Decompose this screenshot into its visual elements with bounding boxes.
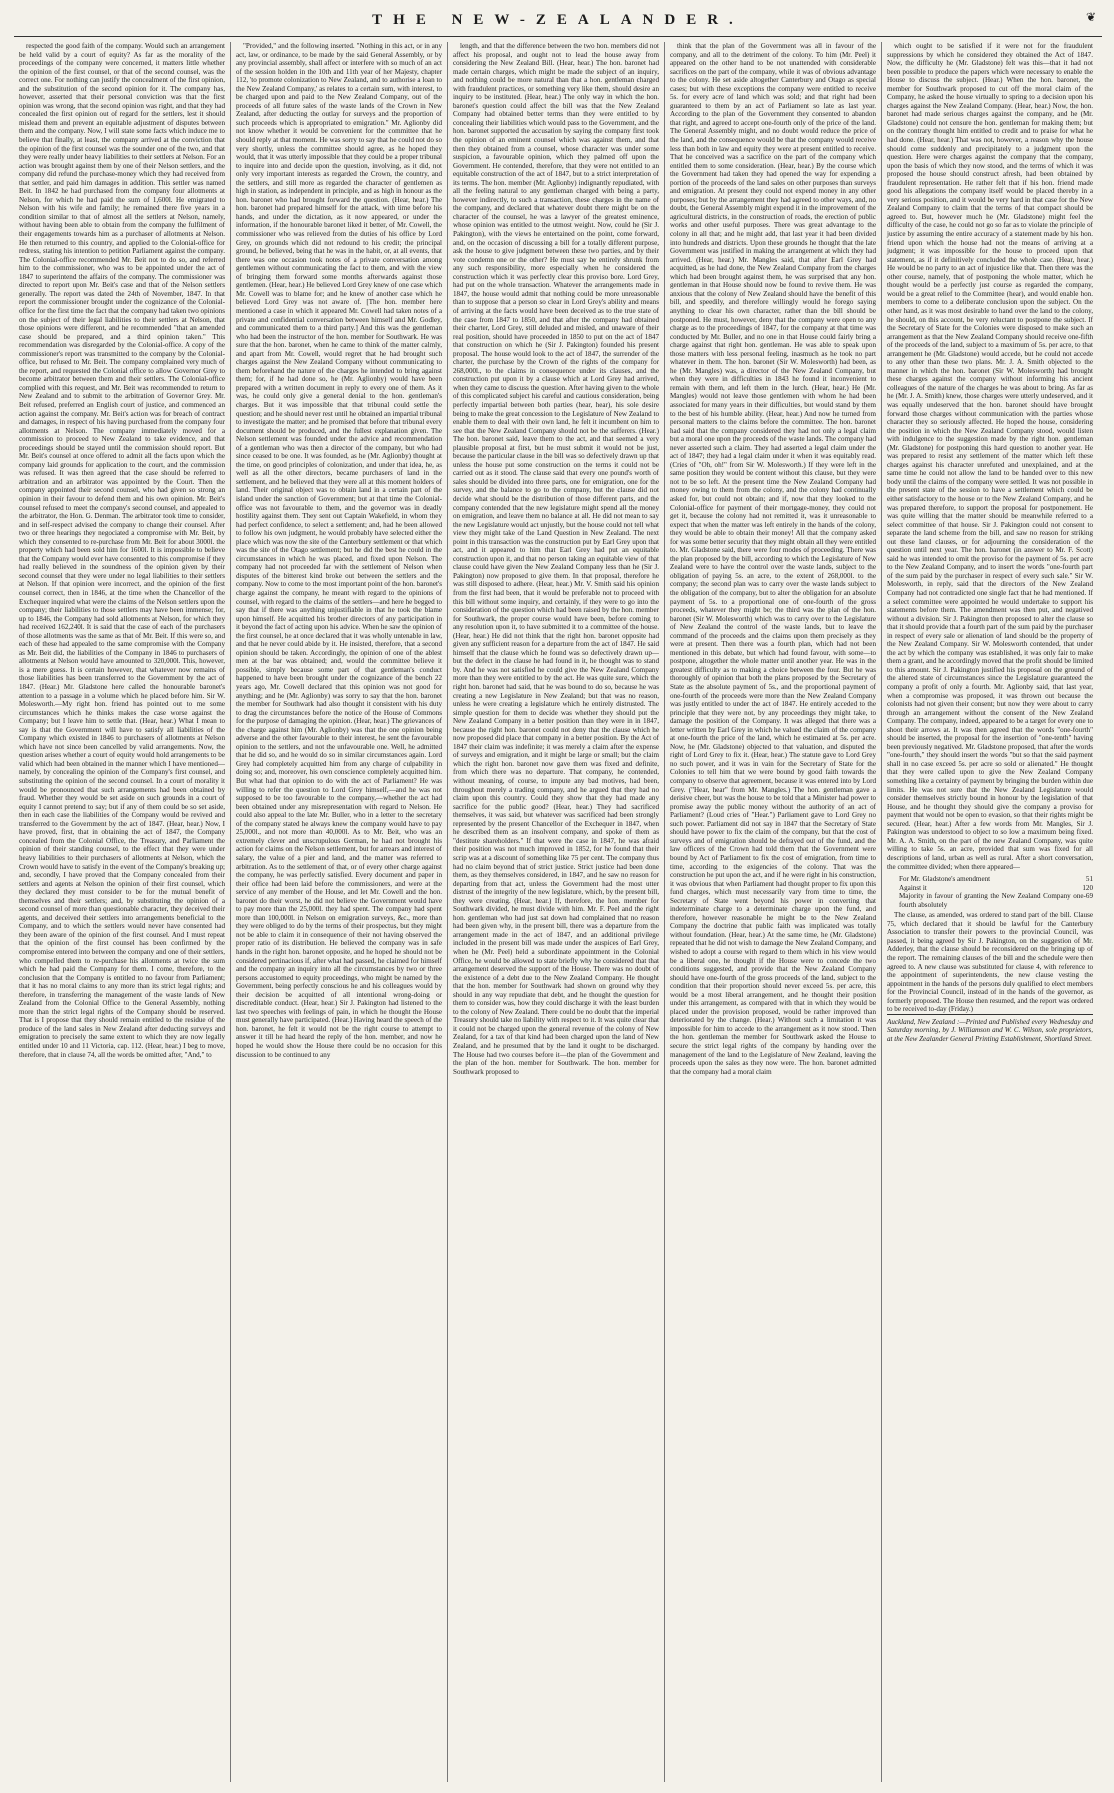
tally-row	[887, 884, 1093, 893]
tally-label: Majority in favour of granting the New Zealand Company one-fourth absolutely	[899, 892, 1086, 909]
column-4-text: think that the plan of the Government was all in favour of the company, and all to the detriment of the colony. To him (Mr. Peel) it appeared on the other hand to be not unattended with considerable sacrifices on the part of the company, while it was of obvious advantage to the colony. He set aside altogether Canterbury and Otago as special cases; but with these exceptions the company were entitled to receive 5s. for every acre of land which was sold; and that right had been guaranteed to them by an act of Parliament so late as last year. According to the plan of the Government they consented to abandon that right, and agreed to accept one-fourth only of the price of the land. The General Assembly might, and no doubt would reduce the price of the land, and the consequence would be that the company would receive less than both in law and equity they were at present entitled to receive. That he conceived was a sacrifice on the part of the company which entitled them to some consideration. (Hear, hear.) By the course which the Government had taken they had opened the way for expending a portion of the proceeds of the land sales on other purposes than surveys and emigration. At present they could not expend money in any other purposes; but by the arrangement they had agreed to other ways, and, no doubt, the General Assembly might expend it in the improvement of the agricultural districts, in the construction of roads, the erection of public works and other useful purposes. There was great advantage to the colony in all that; and he might add, that last year it had been divided into hundreds and districts. Upon these grounds he thought that the late Government was justified in making the arrangement at which they had arrived. (Hear, hear.) Mr. Mangles said, that after Earl Grey had acquitted, as he had done, the New Zealand Company from the charges which had been brought against them, he was surprised that any hon. gentleman in that House should now be found to revive them. He was anxious that the colony of New Zealand should have the benefit of this bill, and speedily, and therefore willingly would he forego saying anything to clear his own character, rather than the bill should be postponed. He must, however, deny that the company were open to any charge as to the proceedings of 1847, for the company at that time was conducted by Mr. Buller, and no one in that House could fairly bring a charge against that right hon. gentleman. He was able to speak upon those matters with less personal feeling, inasmuch as he took no part whatever in them. The hon. baronet (Sir W. Molesworth) had been, as he (Mr. Mangles) was, a director of the New Zealand Company, but when they were in difficulties in 1843 he found it inconvenient to remain with them, and left them in the lurch. (Hear, hear.) He (Mr. Mangles) would not leave those gentlemen with whom he had been associated for many years in their difficulties, but would stand by them to the best of his humble ability. (Hear, hear.) And now he turned from personal matters to the claims before the committee. The hon. baronet had said that the company considered they had not only a legal claim but a moral one upon the proceeds of the waste lands. The company had never asserted such a claim. They had asserted a legal claim under the act of 1847; they had a legal claim under it when it was equitably read. (Cries of "Oh, oh!" from Sir W. Molesworth.) If they were left in the same position they would be content without this clause, but they were not to be so left. At the present time the New Zealand Company had money owing to them from the colony, and the colony had continually asked for, but could not obtain; and if, now that they looked to the Colonial-office for payment of their mortgage-money, they could not get it, because the colony had not remitted it, was it unreasonable to expect that when the matter was left entirely in the hands of the colony, they would be able to obtain their money! All that the company asked for was some better security that they might obtain all they were entitled to. Mr. Gladstone said, there were four modes of proceeding. There was the plan proposed by the bill, according to which the Legislature of New Zealand were to have the control over the waste lands, subject to the obligation of paying 5s. an acre, to the extent of 268,000l. to the company; the second plan was to carry over the waste lands subject to the obligation of the company, but to alter the obligation for an absolute payment of 5s. to a proportional one of one-fourth of the gross proceeds, whatever they might be; the third was the plan of the hon. baronet (Sir W. Molesworth) which was to carry over to the Legislature of New Zealand the control of the waste lands, but to leave the command of the proceeds and the claims upon them precisely as they were at present. Then there was a fourth plan, which had not been mentioned in this debate, but which had found favour, with some—to postpone, altogether the whole matter until another year. He was in the greatest difficulty as to making a choice between the four. But he was thoroughly of opinion that both the plans proposed by the Secretary of State as the absolute payment of 5s., and the proportional payment of one-fourth of the proceeds were more than the New Zealand Company was justly entitled to under the act of 1847. He entirely acceded to the principle that they were not, by any proceedings they might take, to damage the position of the Company. It was alleged that there was a letter written by Earl Grey in which he valued the claim of the company at one-fourth the price of the land, which he estimated at 5s. per acre. Now, he (Mr. Gladstone) objected to that valuation, and disputed the right of Lord Grey to fix it. (Hear, hear.) The statute gave to Lord Grey no such power, and it was in vain for the Secretary of State for the Colonies to tell him that we were bound by good faith towards the company to observe that agreement, because it was entered into by Lord Grey. ("Hear, hear" from Mr. Mangles.) The hon. gentleman gave a derisive cheer, but was the house to be told that a Minister had power to promise away the public money without the authority of an act of Parliament? (Loud cries of "Hear.") Parliament gave to Lord Grey no such power. Parliament did not say in 1847 that the Secretary of State should have power to fix the claim of the company, but that the cost of surveys and of emigration should be defrayed out of the fund, and the law officers of the Crown had told them that the Government were bound by Act of Parliament to fix the cost of emigration, from time to time, according to the exigencies of the colony. That was the construction he put upon the act, and if he were right in his construction, it was obvious that when Parliament had thought proper to fix upon this fund charges, which must necessarily vary from time to time, the Secretary of State went beyond his power in converting that indeterminate charge to a determinate charge upon the fund, and therefore, however reasonable he might be to the New Zealand Company the doctrine that public faith was implicated was totally without foundation. (Hear, hear.) At the same time, he (Mr. Gladstone) repeated that he did not wish to damage the New Zealand Company, and wished to adopt a course with regard to them which in his view would be a liberal one, he thought if the House were to concede the two conditions suggested, and provide that the New Zealand Company should have one-fourth of the gross proceeds of the land, subject to the condition that their proportion should never exceed 5s. per acre, this would be a most liberal arrangement, and he thought their position under this arrangement, as compared with that in which they would be placed under the provision proposed, would be rather improved than deteriorated by the change. (Hear.) Without such a limitation it was impossible for him to accede to the arrangement as it now stood. Then the hon. gentleman the member for Southwark asked the House to secure the strict legal rights of the company by handing over the management of the land to the Legislature of New Zealand, leaving the proceeds upon the sales as they now were. The hon. baronet admitted that the company had a moral claim	[670, 42, 876, 1076]
column-1-text: respected the good faith of the company. Would such an arrangement be held valid by a court of equity? As far as the morality of the proceedings of the company were concerned, it matters little whether the opinion of the first counsel, or that of the second counsel, was the correct one. For nothing can justify the concealment of the first opinion, and the substitution of the second opinion for it. The company has, however, asserted that their personal conviction was that the first opinion was wrong, that the second opinion was right, and that they had concealed the first opinion out of regard for the settlers, lest it should mislead them and prevent an equitable adjustment of disputes between them and the company. Now, I will state some facts which induce me to believe that finally, at least, the company arrived at the conviction that the opinion of the first counsel was the sounder one of the two, and that they were really under heavy liabilities to their settlers at Nelson. For an action was brought against them by one of their Nelson settlers, and the company did refund the purchase-money which they had received from that settler, and paid him damages in addition. This settler was named Beit. In 1842 he had purchased from the company four allotments at Nelson, for which he had paid the sum of 1,600l. He emigrated to Nelson with his wife and family; he remained there five years in a condition similar to that of almost all the settlers at Nelson, namely, without having been able to obtain from the company the fulfilment of their engagements towards him as a purchaser of allotments at Nelson. He then returned to this country, and applied to the Colonial-office for redress, stating his intention to petition Parliament against the company. The Colonial-office recommended Mr. Beit not to do so, and referred him to the commissioner, who was to be appointed under the act of 1847 to superintend the affairs of the company. The commissioner was directed to report upon Mr. Beit's case and that of the Nelson settlers generally. The report was dated the 24th of November, 1847. In that report the commissioner brought under the cognizance of the Colonial-office for the first time the fact that the company had taken two opinions on the subject of their legal liabilities to their settlers at Nelson, that those opinions were different, and he recommended "that an amended case should be prepared, and a third opinion taken." This recommendation was disregarded by the Colonial-office. A copy of the commissioner's report was transmitted to the company by the Colonial-office, but refused to Mr. Beit. The company complained very much of the report, and requested the Colonial office to allow Governor Grey to become arbitrator between them and their settlers. The Colonial-office complied with this request, and Mr. Beit was recommended to return to New Zealand and to submit to the arbitration of Governor Grey. Mr. Beit refused, preferred an English court of justice, and commenced an action against the company. Mr. Beit's action was for breach of contract and damages, in respect of his having purchased from the company four allotments at Nelson. The company immediately moved for a commission to proceed to New Zealand to take evidence, and that proceedings should be stayed until the commission should report. But Mr. Beit's counsel at once offered to admit all the facts upon which the company laid grounds for application to the court, and the commission was refused. It was then agreed that the case should be referred to arbitration and an arbitrator was appointed by the Court. Then the company appointed their second counsel, who had given so strong an opinion in their favour to defend them and his own opinion. Mr. Beit's counsel refused to meet the company's second counsel, and appealed to the arbitrator, the Hon. G. Denman. The arbitrator took time to consider, and in self-respect advised the company to change their counsel. After two or three hearings they negociated a compromise with Mr. Beit, by which they consented to re-purchase from Mr. Beit for about 3000l. the property which had been sold him for 1600l. It is impossible to believe that the Company would ever have consented to this compromise if they had really believed in the soundness of the opinion given by their second counsel that they were under no legal liabilities to their settlers at Nelson. If that opinion were incorrect, and the opinion of the first counsel correct, then in 1846, at the time when the Chancellor of the Exchequer inquired what were the claims of the Nelson settlers upon the company; their liabilities to those settlers may have been immense; for, up to 1846, the Company had sold allotments at Nelson, for which they had received 162,240l. It is said that the case of each of the purchasers of those allotments was the same as that of Mr. Beit. If this were so, and each of these had appealed to the same compromise with the Company as Mr. Beit did, the liabilities of the Company in 1846 to purchasers of allotments at Nelson would have amounted to 320,000l. This, however, is a mere guess. It is certain however, that whatever now remains of those liabilities has been transferred to the Government by the act of 1847. (Hear.) Mr. Gladstone here called the honourable baronet's attention to a passage in a volume which he placed before him. Sir W. Molesworth.—My right hon. friend has pointed out to me some circumstances which he thinks makes the case worse against the Company; but I leave him to settle that. (Hear, hear.) What I mean to say is that the Government will have to satisfy all liabilities of the Company which existed in 1846 to purchasers of allotments at Nelson which have not since been cancelled by valid arrangements. Now, the question arises whether a court of equity would hold arrangements to be valid which had been obtained in the manner which I have mentioned—namely, by concealing the opinion of the Company's first counsel, and substituting the opinion of the second counsel. In a court of morality it would be pronounced that such arrangements had been obtained by fraud. Whether they would be set aside on such grounds in a court of equity I cannot pretend to say; but if any of them could be so set aside, then in each case the liabilities of the Company would be revived and transferred to the Government by the act of 1847. (Hear, hear.) Now, I have proved, first, that in obtaining the act of 1847, the Company concealed from the Colonial Office, the Treasury, and Parliament the opinion of their standing counsel, to the effect that they were under heavy liabilities to their purchasers of allotments at Nelson, which the Crown would have to satisfy in the event of the Company's breaking up; and, secondly, I have proved that the Company concealed from their settlers and agents at Nelson the opinion of their first counsel, which they declared they must consider to be for the mutual benefit of themselves and their settlers; and, by substituting the opinion of a second counsel of more than questionable character, they deceived their agents, and deceived their settlers into arrangements beneficial to the Company, and to which the settlers would never have consented had they been aware of the opinion of the first counsel. And I must repeat that the opinion of the first counsel has been confirmed by the compromise entered into between the company and one of their settlers, who compelled them to re-purchase his allotments at twice the sum which he had paid the Company for them. I come, therefore, to the conclusion that the Company is entitled to no favour from Parliament; that it has no moral claims to any more than its strict legal rights; and therefore, in transferring the management of the waste lands of New Zealand from the Colonial Office to the General Assembly, nothing more than the strict legal rights of the Company should be reserved. That is I propose that they should remain entitled to the residue of the produce of the land sales in New Zealand after deducting surveys and emigration to precisely the same extent to which they are now legally entitled under 10 and 11 Victoria, cap. 112. (Hear, hear.) I beg to move, therefore, that in clause 74, all the words be omitted after, "And," to	[19, 42, 225, 1059]
tally-value: 51	[1085, 875, 1093, 884]
column-4	[664, 42, 881, 1782]
printer-imprint: Auckland, New Zealand :—Printed and Published every Wednesday and Saturday morning, by J. Williamson and W. C. Wilson, sole proprietors, at the New Zealander General Printing Establishment, Shortland Street.	[887, 1014, 1093, 1044]
column-1	[14, 42, 230, 1782]
tally-value: 69	[1085, 892, 1093, 901]
tally-row	[887, 892, 1093, 909]
article-columns	[14, 42, 1102, 1782]
closing-text: The clause, as amended, was ordered to stand part of the bill. Clause 75, which declared that it should be lawful for the Canterbury Association to transfer their powers to the provincial Council, was passed, it being agreed by Sir J. Pakington, on the suggestion of Mr. Adderley, that the clause should be reconsidered on the bringing up of the report. The remaining clauses of the bill and the schedule were then agreed to. A new clause was substituted for clause 4, with reference to the appointment of superintendents, the new clause vesting the appointment in the hands of the persons duly qualified to elect members for the Provincial Council, instead of in the hands of the governor, as formerly proposed. The House then resumed, and the report was ordered to be received to-day (Friday.)	[887, 911, 1093, 1014]
newspaper-title: THE NEW-ZEALANDER.	[372, 12, 744, 28]
column-3-text: length, and that the difference between the two hon. members did not affect his proposal, and ought not to lead the house away from considering the New Zealand Bill. (Hear, hear.) The hon. baronet had made certain charges, which might be made the subject of an inquiry, and nothing could be more natural than that a hon. gentleman charged with fraudulent practices, or something very like them, should desire an inquiry to be instituted. (Hear, hear.) The only way in which the hon. baronet's question could affect the bill was that the New Zealand Company had obtained better terms than they were entitled to by concealing their liabilities which would pass to the Government, and the hon. baronet supported the accusation by saying the company first took the opinion of an eminent counsel which was against them, and that then they obtained from a counsel, whose character was under some suspicion, a favourable opinion, which they palmed off upon the Government. He contended, therefore, that they were not entitled to an equitable construction of the act of 1847, but to a strict interpretation of its terms. The hon. member (Mr. Aglionby) indignantly repudiated, with all the feeling natural to any gentleman charged with being a party, however indirectly, to such a transaction, these charges in the name of the company, and declared that whatever doubt there might be on the character of the counsel, he was a lawyer of the greatest eminence, whose opinion was entitled to the utmost weight. Now, could he (Sir J. Pakington), with the views he entertained on the point, come forward, and, on the occasion of discussing a bill for a totally different purpose, ask the house to give judgment between these two parties, and by their vote condemn one or the other? He must say he entirely shrunk from any such responsibility, more especially when he considered the construction which it was perfectly clear this proviso bore. Lord Grey, had put on the whole transaction. Whatever the arrangements made in 1847, the house would admit that nothing could be more unreasonable than to suppose that a person so clear in Lord Grey's ability and means of arriving at the facts would have been deceived as to the true state of the case from 1847 to 1850, and that after the company had obtained their charter, Lord Grey, still deluded and misled, and unaware of their real position, should have proceeded in 1850 to put on the act of 1847 that construction on which he (Sir J. Pakington) founded his present proposal. The house would look to the act of 1847, the surrender of the charter, the purchase by the Crown of the rights of the company for 268,000l., to the claims in consequence under its clauses, and the construction put upon it by a clause which at Lord Grey had arrived, when they came to discuss the question. After having given to the whole of this complicated subject his careful and cautious consideration, being perfectly impartial between both parties (hear, hear), his sole desire being to make the great concession to the Legislature of New Zealand to enable them to deal with their own land, he felt it incumbent on him to see that the New Zealand Company should not be the sufferers. (Hear.) The hon. baronet said, leave them to the act, and that seemed a very plausible proposal at first, but he must submit it would not be just, because the particular clause in the bill was so defectively drawn up that unless the house put some construction on the terms it could not be carried out as it stood. The clause said that every one pound's worth of sales should be divided into three parts, one for emigration, one for the survey, and the balance to go to the company, but the clause did not decide what should be the distribution of those different parts, and the company contended that the new legislature might spend all the money on emigration, and leave them no balance at all. He did not mean to say the new Legislature would act unjustly, but the house could not tell what view they might take of the Land Question in New Zealand. The next point in this transaction was the construction put by Earl Grey upon that act, and it appeared to him that Earl Grey had put an equitable construction upon it, and that no person taking an equitable view of that clause could have given the New Zealand Company less than he (Sir J. Pakington) now proposed to give them. In that proposal, therefore he was still disposed to adhere. (Hear, hear.) Mr. V. Smith said his opinion from the first had been, that it would be preferable not to proceed with this bill without some inquiry, and certainly, if they were to go into the consideration of the question which had been raised by the hon. member for Southwark, the proper course would have been, before coming to any resolution upon it, to have submitted it to a committee of the house. (Hear, hear.) He did not think that the right hon. baronet opposite had given any sufficient reason for a departure from the act of 1847. He said himself that the clause which he found was so defectively drawn up—but the defect in the clause he had found in it, he thought was to stand by. And he was not satisfied he could give the New Zealand Company more than they were entitled to by the act. He was quite sure, which the right hon. baronet had said, that he was bound to do so, because he was creating a new Legislature in New Zealand; but that was no reason, unless he were creating a legislature which he entirely distrusted. The simple question for them to decide was whether they should put the New Zealand Company in a better position than they were in in 1847, because the right hon. baronet could not deny that the clause which he now proposed did place that company in a better position. By the Act of 1847 their claim was indefinite; it was merely a claim after the expense of surveys and emigration, and it might be large or small; but the claim which the right hon. baronet now gave them was fixed and definite, from which there was no departure. That company, he contended, without meaning, of course, to impute any bad motives, had been, throughout merely a trading company, and he argued that they had no claim upon this country. Could they show that they had made any sacrifice for the public good? (Hear, hear.) They had sacrificed themselves, it was said, but whatever was sacrificed had been strongly represented by the present Chancellor of the Exchequer in 1847, when he described them as an insolvent company, and spoke of them as "destitute shareholders." If that were the case in 1847, he was afraid their position was not much improved in 1852, for he found that their scrip was at a discount of something like 75 per cent. The company thus had no claim beyond that of strict justice. Strict justice had been done them, as they themselves considered, in 1847, and he saw no reason for departing from that act, unless the Government had the most utter distrust of the integrity of the new legislature, which, by the present bill, they were creating. (Hear, hear.) If, therefore, the hon. member for Southwark divided, he must divide with him. Mr. F. Peel and the right hon. gentleman who had just sat down had complained that no reason had been given why, in the present bill, there was a departure from the arrangement made in the act of 1847, and an additional privilege included in the present bill was made under the auspices of Earl Grey, when he (Mr. Peel) held a subordinate appointment in the Colonial Office, he would be allowed to state briefly why he considered that that arrangement deserved the support of the House. There was no doubt of the existence of a debt due to the New Zealand Company. He thought that the hon. member for Southwark had shown on ground why they should in any way repudiate that debt, and he thought the question for them to consider was, how they could discharge it with the least burden to the colony of New Zealand. There could be no doubt that the imperial Treasury should take no liability with respect to it. It was quite clear that it could not be charged upon the general revenue of the colony of New Zealand, for a tax of that kind had been charged upon the land of New Zealand, and he presumed that by the land it ought to be discharged. The House had two courses before it—the plan of the Government and the plan of the hon. member for Southwark. The hon. member for Southwark proposed to	[453, 42, 659, 1076]
tally-label: For Mr. Gladstone's amendment	[899, 875, 991, 884]
masthead	[14, 8, 1102, 37]
column-5-text: which ought to be satisfied if it were not for the fraudulent suppressions by which he considered they obtained the Act of 1847. Now, the difficulty he (Mr. Gladstone) felt was this—that it had not been possible to produce the papers which were necessary to enable the House to discuss the subject. (Hear.) When the hon. baronet, the member for Southwark proposed to cut off the moral claim of the Company, he asked the house virtually to spring to a decision upon his charges against the New Zealand Company. (Hear, hear.) Now, the hon. baronet had made serious charges against the company, and he (Mr. Gladstone) could not censure the hon. gentleman for making them; but on the contrary thought him entitled to credit and to praise for what he had done. (Hear, hear.) That was not, however, a reason why the house should come suddenly and precipitately to a judgment upon the question. Here were charges against the company that the company, upon the basis of which they now stood, and the terms of which it was proposed the house should construct afresh, had been obtained by fraudulent representation. He rather felt that if his hon. friend made good his allegations the company itself would be placed thereby in a very serious position, and it would be very hard in that case for the New Zealand Company to claim that the terms of that compact should be agreed to. But, however much he (Mr. Gladstone) might feel the difficulty of the case, he could not go so far as to violate the principle of justice by assuming the entire accuracy of a statement made by his hon. friend upon which the house had not the means of arriving at a judgment; it was impossible for the house to proceed upon that statement, as if it definitively concluded the whole case. (Hear, hear.) He would be no party to an act of injustice like that. Then there was the other course, namely, that of postponing the whole matter, which he thought would be a perfectly just course as regarded the company, would be a great relief to the Committee (hear), and would enable hon. members to come to a deliberate conclusion upon the subject. On the other hand, as it was most desirable to hand over the land to the colony, he should, on this account, be very reluctant to postpone the subject. If the Secretary of State for the Colonies were disposed to make such an arrangement as that the New Zealand Company should receive one-fifth of the proceeds of the land, subject to a maximum of 5s. per acre, to that arrangement he (Mr. Gladstone) would accede, but he could not accede to any other than these two plans. Mr. J. A. Smith objected to the manner in which the hon. baronet (Sir W. Molesworth) had brought these charges against the company without informing his ancient colleagues of the nature of the charges he was about to bring. As far as he (Mr. J. A. Smith) knew, those charges were utterly undeserved, and it was equally undeserved that the hon. baronet should have brought forward those charges without communication with the parties whose character they so seriously affected. He hoped the house, considering the position in which the New Zealand Company stood, would listen with indulgence to the suggestion made by the right hon. gentleman (Mr. Gladstone) for postponing this hard question to another year. He was prepared to resist any settlement of the matter which left these charges against his character unrefuted and unexplained, and at the same time he could not allow the land to be handed over to this new body until the claims of the company were settled. It was not possible in the present state of the session to have a settlement which could be either satisfactory to the house or to the New Zealand Company, and he was prepared therefore, to support the proposal for postponement. He was quite willing that the matter should be meanwhile referred to a select committee of that house. Sir J. Pakington could not consent to separate the land scheme from the bill, and saw no reason for striking out these land clauses, or for adjourning the consideration of the question until next year. The hon. baronet (in answer to Mr. F. Scott) said he was intended to omit the proviso for the payment of 5s. per acre to the New Zealand Company, and to insert the words "one-fourth part of the sum paid by the purchaser in respect of every such sale." Sir W. Molesworth, in reply, said that the directors of the New Zealand Company had not contradicted one single fact that he had mentioned. If a select committee were appointed he would undertake to support his statements before them. The amendment was then put, and negatived without a division. Sir J. Pakington then proposed to alter the clause so that it should provide that a fourth part of the sum paid by the purchaser in respect of every sale or alienation of land should be the property of the New Zealand Company. Sir W. Molesworth contended, that under the act by which the company was established, it was only fair to make them a grant, and he accordingly moved that the profit should be limited to this amount. Sir J. Pakington justified his proposal on the ground of the altered state of circumstances since the Legislature guaranteed the company a profit of only a fourth. Mr. Aglionby said, that last year, when a compromise was proposed, it was thrown out because the colonists had not given their consent; but now they were about to carry through an arrangement without the consent of the New Zealand Company. The company, indeed, appeared to be a target for every one to shoot their arrows at. It was then agreed that the words "one-fourth" should be inserted, the proposal for the insertion of "one-tenth" having been previously negatived. Mr. Gladstone proposed, that after the words "one-fourth," they should insert the words "but so that the said payment shall in no case exceed 5s. per acre so sold or alienated." He thought that they were called upon to give the New Zealand Company something like a certainty of payment by bringing the burden within due limits. He was not sure that the New Zealand Legislature would consider themselves strictly bound in honour by the legislation of that House, and he thought they should give the company a proviso for payment that would not be open to evasion, so that their rights might be secured. (Hear, hear.) After a few words from Mr. Mangles, Sir J. Pakington was understood to object to so low a maximum being fixed. Mr. A. A. Smith, on the part of the new Zealand Company, was quite willing to take 5s. an acre, provided that sum was fixed for all descriptions of land, urban as well as rural. After a short conversation, the committee divided; when there appeared—	[887, 42, 1093, 871]
tally-row	[887, 875, 1093, 884]
tally-value: 120	[1082, 883, 1093, 892]
division-tally	[887, 875, 1093, 909]
column-2	[230, 42, 447, 1782]
column-5	[881, 42, 1098, 1782]
column-2-text: "Provided," and the following inserted. "Nothing in this act, or in any act, law, or ordinance, to be made by the said General Assembly, or by any provincial assembly, shall affect or interfere with so much of an act of the session holden in the 10th and 11th year of her Majesty, chapter 112, 'to promote colonization to New Zealand, and to authorise a loan to the New Zealand Company,' as relates to a certain sum, with interest, to be charged upon and paid to the New Zealand Company, out of the proceeds of all future sales of the waste lands of the Crown in New Zealand, after deducting the outlay for surveys and the proportion of such proceeds which is appropriated to emigration." Mr. Aglionby did not know whether it would be convenient for the committee that he should reply at that moment. He was sorry to say that he could not do so very shortly, unless the committee should agree, as he hoped they would, that it was utterly impossible that they could be a proper tribunal to inquire into and decide upon the question, involving, as it did, not only very important interests as regarded the Crown, the country, and the settlers, and still more as regarded the character of gentlemen as high in station, as independent in principle, and as high in honour as the hon. baronet who had brought forward the question. (Hear, hear.) The hon. baronet had prepared himself for the attack, with time before his hands, and under the dictation, as it now appeared, or under the information, if the honourable baronet liked it better, of Mr. Cowell, the commissioner who was relieved from the duties of his office by Lord Grey, on grounds which did not redound to his credit; the principal ground, he believed, being that he was in the habit, or, at all events, that there was one occasion took notes of a private conversation among gentlemen without communicating the fact to them, and with the view of bringing them forward some months afterwards against those gentlemen. (Hear, hear.) He believed Lord Grey knew of one case which Mr. Cowell was to blame for; and he knew of another case which he believed Lord Grey was not aware of. [The hon. member here mentioned a case in which it appeared Mr. Cowell had taken notes of a private and confidential conversation between himself and Mr. Godley, and communicated them to a third party.] And this was the gentleman who had been the instructor of the hon. member for Southwark. He was sure that the hon. baronet, when he came to think of the matter calmly, and apart from Mr. Cowell, would regret that he had brought such charges against the New Zealand Company without communicating to them beforehand the nature of the charges he intended to bring against them; for, if he had done so, he (Mr. Aglionby) would have been prepared with a written document in reply to every one of them. As it was, he could only give a general denial to the hon. gentleman's charges. But it was impossible that that tribunal could settle the question; and he should never rest until he obtained an impartial tribunal to investigate the matter; and he promised that before that tribunal every document should be produced, and the fullest explanation given. The Nelson settlement was founded under the advice and recommendation of a gentleman who was then a director of the company, but who had since ceased to be one. It was founded, as he (Mr. Aglionby) thought at the time, on good principles of colonization, and under that idea, he, as well as all the other directors, became purchasers of land in the settlement, and he believed that they were all at this moment holders of land. Their original object was to obtain land in a certain part of the island under the sanction of Government; but at that time the Colonial-office was not favourable to them, and the governor was in deadly hostility against them. They sent out Captain Wakefield, in whom they had perfect confidence, to select a settlement; and, had he been allowed to follow his own judgment, he would probably have selected either the place which was now the site of the Canterbury settlement or that which was the site of the Otago settlement; but he did the best he could in the circumstances in which he was placed, and fixed upon Nelson. The company had not proceeded far with the settlement of Nelson when disputes of the bitterest kind broke out between the settlers and the company. Now to come to the most important point of the hon. baronet's charge against the company, he meant with regard to the opinions of counsel, with regard to the claims of the settlers—and here he begged to say that if there was anything unjustifiable in that he took the blame upon himself. He acquitted his brother directors of any participation in it beyond the fact of acting upon his advice. When he saw the opinion of the first counsel, he at once declared that it was wholly untenable in law, and that he never could abide by it. He insisted, therefore, that a second opinion should be taken. Accordingly, the opinion of one of the ablest men at the bar was obtained; and, would the committee believe it possible, simply because some part of that gentleman's conduct happened to have been brought under the cognizance of the bench 22 years ago, Mr. Cowell declared that this opinion was not good for anything; and he (Mr. Aglionby) was sorry to say that the hon. baronet the member for Southwark had also thought it consistent with his duty to drag the circumstances before the notice of the House of Commons for the purpose of damaging the opinion. (Hear, hear.) The grievances of the charge against him (Mr. Aglionby) was that the one opinion being adverse and the other favourable to their interest, he sent the favourable opinion to the settlers, and not the unfavourable one. Well, he admitted that he did so, and he would do so in similar circumstances again. Lord Grey had completely acquitted him from any charge of culpability in doing so; and, moreover, his own conscience completely acquitted him. But what had that opinion to do with the act of Parliament? He was willing to refer the question to Lord Grey himself,—and he was not supposed to be too favourable to the company,—whether the act had been obtained under any misrepresentation with regard to Nelson. He could also appeal to the late Mr. Buller, who in a letter to the secretary of the company stated he always knew the company would have to pay 25,000l., and not more than 40,000l. As to Mr. Beit, who was an extremely clever and unscrupulous German, he had not brought his action for claims on the Nelson settlement, but for arrears and interest of salary, the value of a pier and land, and the matter was referred to arbitration. As to the settlement of that, or of every other charge against the company, he was perfectly satisfied. Every document and paper in their office had been laid before the commissioners, and were at the service of any member of the House, and let Mr. Cowell and the hon. baronet do their worst, he did not believe the Government would have to pay more than the 25,000l. they had spent. The company had spent more than 100,000l. in Nelson on emigration surveys, &c., more than they were obliged to do by the terms of their prospectus, but they might not be able to claim it in consequence of their not having observed the proper ratio of its distribution. He believed the company was in safe hands in the right hon. baronet opposite, and he hoped he should not be considered pertinacious if, after what had passed, he claimed for himself and the company an inquiry into all the circumstances by two or three persons accustomed to equity proceedings, who might be named by the Government, being perfectly conscious he and his colleagues would by their decision be acquitted of all intentional wrong-doing or discreditable conduct. (Hear, hear.) Sir J. Pakington had listened to the last two speeches with feelings of pain, in which he thought the House must generally have participated. (Hear.) Having heard the speech of the hon. baronet, he felt it would not be the right course to attempt to answer it till he had heard the reply of the hon. member, and now he hoped he would show the House there could be no occasion for this discussion to be continued to any	[236, 42, 442, 1059]
newspaper-page	[14, 8, 1102, 1784]
ornament-mark: ❦	[1085, 10, 1096, 24]
tally-label: Against it	[899, 883, 927, 892]
column-3	[447, 42, 664, 1782]
